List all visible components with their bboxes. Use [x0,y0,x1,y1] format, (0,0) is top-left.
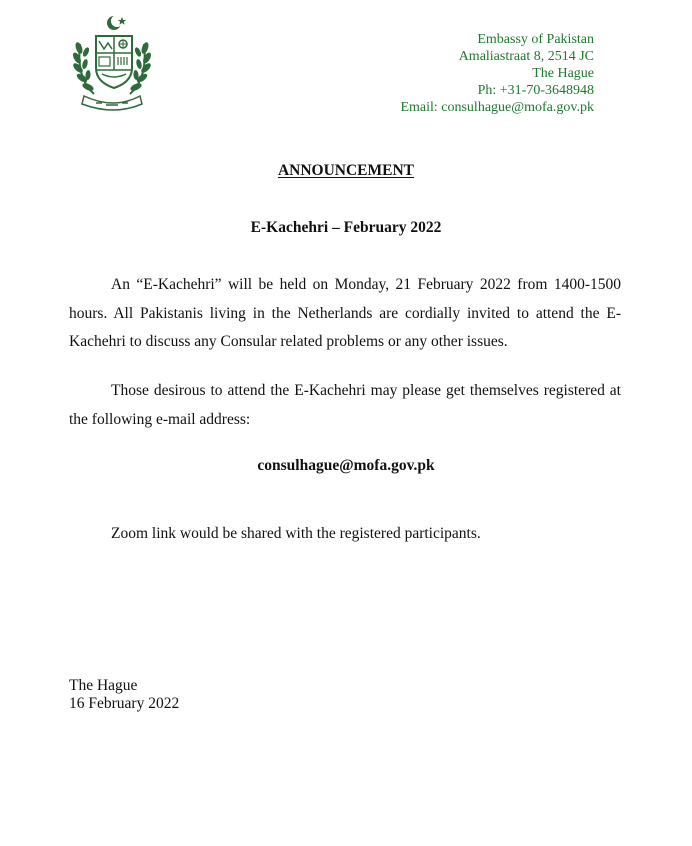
closing-block [69,677,179,713]
address-line-phone: Ph: +31-70-3648948 [477,83,594,98]
address-line-street: Amaliastraat 8, 2514 JC [458,49,594,64]
embassy-address [400,31,594,116]
announcement-heading [0,162,692,180]
address-line-city: The Hague [532,66,594,81]
registration-email: consulhague@mofa.gov.pk [257,457,435,474]
body-paragraph-event: An “E-Kachehri” will be held on Monday, 21 February 2022 from 1400-1500 hours. All Pakistanis living in the Netherlands are cordially invited to attend the E-Kachehri to discuss any Consular related problems or any other issues. [69,276,621,350]
state-emblem-icon [66,14,158,114]
body-paragraph-zoom: Zoom link would be shared with the registered participants. [111,525,481,542]
closing-place: The Hague [69,677,138,694]
announcement-heading-text: ANNOUNCEMENT [277,162,415,179]
announcement-subject: E-Kachehri – February 2022 [250,219,442,236]
address-line-embassy: Embassy of Pakistan [477,32,594,47]
body-paragraph-registration: Those desirous to attend the E-Kachehri may please get themselves registered at the following e-mail address: [69,382,621,428]
closing-date: 16 February 2022 [69,695,180,712]
address-line-email: Email: consulhague@mofa.gov.pk [400,100,594,115]
